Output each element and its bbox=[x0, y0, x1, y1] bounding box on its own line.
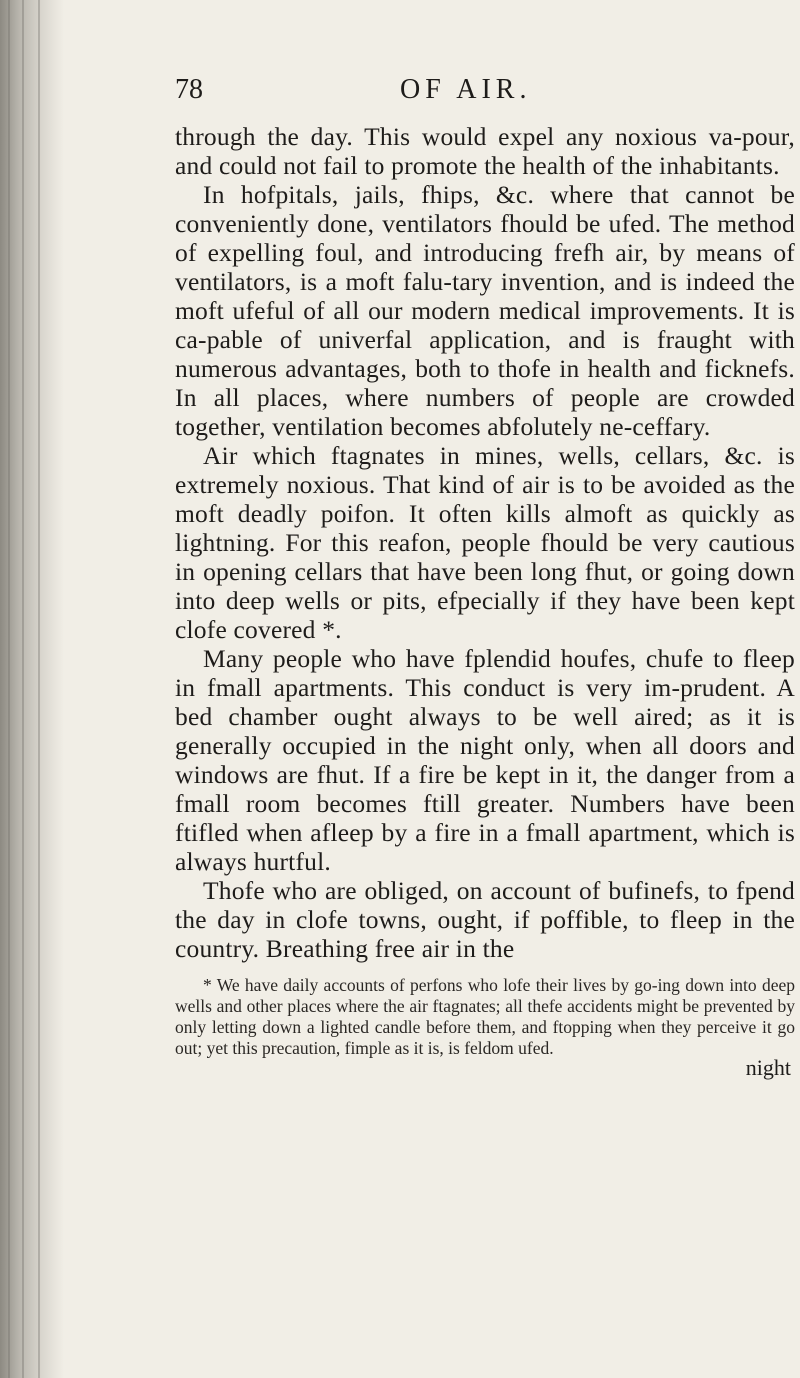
page-number: 78 bbox=[175, 74, 203, 105]
gutter-edge-line bbox=[8, 0, 10, 1378]
paragraph: Thofe who are obliged, on account of bufinefs, to fpend the day in clofe towns, ought, if poffible, to fleep in the country. Breathing free air in the bbox=[175, 876, 795, 963]
book-page bbox=[175, 74, 795, 1081]
paragraph: Air which ftagnates in mines, wells, cellars, &c. is extremely noxious. That kind of air is to be avoided as the moft deadly poifon. It often kills almoft as quickly as lightning. For this reafon, people fhould be very cautious in opening cellars that have been long fhut, or going down into deep wells or pits, efpecially if they have been kept clofe covered *. bbox=[175, 441, 795, 644]
paragraph: Many people who have fplendid houfes, chufe to fleep in fmall apartments. This conduct is very im-prudent. A bed chamber ought always to be well aired; as it is generally occupied in the night only, when all doors and windows are fhut. If a fire be kept in it, the danger from a fmall room becomes ftill greater. Numbers have been ftifled when afleep by a fire in a fmall apartment, which is always hurtful. bbox=[175, 644, 795, 876]
page-header bbox=[175, 74, 795, 116]
running-head: OF AIR. bbox=[400, 74, 532, 105]
gutter-edge-line bbox=[22, 0, 24, 1378]
footnote: * We have daily accounts of perfons who lofe their lives by go-ing down into deep wells and other places where the air ftagnates; all thefe accidents might be prevented by only letting down a lighted candle before them, and ftopping when they perceive it go out; yet this precaution, fimple as it is, is feldom ufed. bbox=[175, 975, 795, 1058]
body-text bbox=[175, 122, 795, 963]
catchword: night bbox=[745, 1055, 791, 1080]
paragraph: through the day. This would expel any noxious va-pour, and could not fail to promote the health of the inhabitants. bbox=[175, 122, 795, 180]
paragraph: In hofpitals, jails, fhips, &c. where that cannot be conveniently done, ventilators fhould be ufed. The method of expelling foul, and introducing frefh air, by means of ventilators, is a moft falu-tary invention, and is indeed the moft ufeful of all our modern medical improvements. It is ca-pable of univerfal application, and is fraught with numerous advantages, both to thofe in health and ficknefs. In all places, where numbers of people are crowded together, ventilation becomes abfolutely ne-ceffary. bbox=[175, 180, 795, 441]
page-gutter-shadow bbox=[0, 0, 64, 1378]
gutter-edge-line bbox=[38, 0, 40, 1378]
